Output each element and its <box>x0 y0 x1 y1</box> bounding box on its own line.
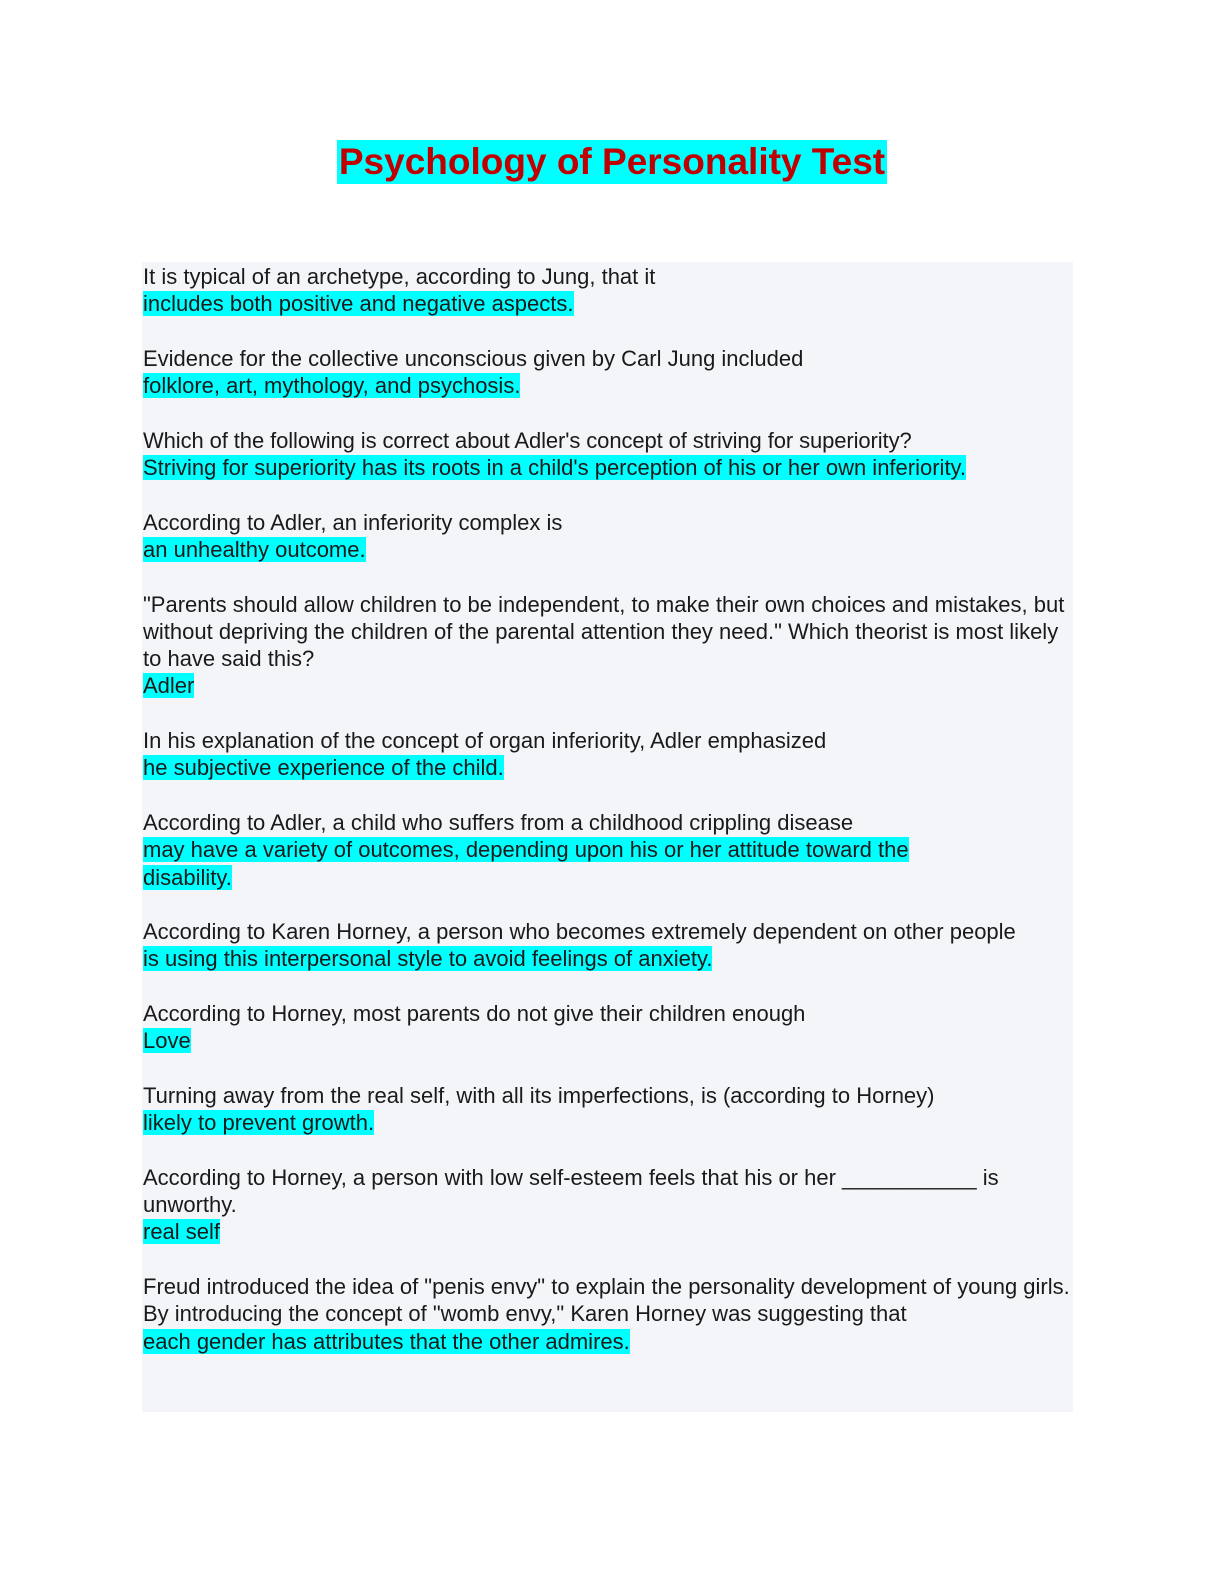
question-text: Evidence for the collective unconscious given by Carl Jung included <box>143 345 804 371</box>
qa-item <box>143 1082 1073 1137</box>
qa-item <box>143 263 1073 318</box>
answer-highlight: likely to prevent growth. <box>143 1110 375 1136</box>
question-text: According to Horney, most parents do not give their children enough <box>143 1001 806 1027</box>
qa-item <box>143 1273 1073 1355</box>
question-text: Which of the following is correct about Adler's concept of striving for superiority? <box>143 427 912 453</box>
question-text: Turning away from the real self, with all its imperfections, is (according to Horney) <box>143 1082 935 1108</box>
qa-item <box>143 591 1073 700</box>
answer-highlight: Striving for superiority has its roots in a child's perception of his or her own inferiority. <box>143 455 967 481</box>
answer-highlight: real self <box>143 1219 221 1245</box>
answer-highlight: each gender has attributes that the other admires. <box>143 1328 630 1354</box>
question-text: It is typical of an archetype, according to Jung, that it <box>143 264 656 289</box>
answer-highlight: he subjective experience of the child. <box>143 755 504 781</box>
question-text: "Parents should allow children to be independent, to make their own choices and mistakes, but without depriving the children of the parental attention they need." Which theorist is most likely to have said this? <box>143 591 1065 672</box>
qa-list <box>143 263 1073 1382</box>
answer-highlight: Adler <box>143 673 195 699</box>
question-text: According to Horney, a person with low self-esteem feels that his or her ___________ is unworthy. <box>143 1164 999 1218</box>
answer-highlight: Love <box>143 1028 191 1054</box>
title-container <box>0 140 1224 184</box>
answer-highlight: may have a variety of outcomes, depending upon his or her attitude toward the disability. <box>143 837 909 890</box>
page-title: Psychology of Personality Test <box>338 141 886 182</box>
qa-item <box>143 1164 1073 1246</box>
answer-highlight: an unhealthy outcome. <box>143 536 366 562</box>
qa-item <box>143 1000 1073 1055</box>
answer-highlight: folklore, art, mythology, and psychosis. <box>143 373 521 399</box>
question-text: According to Adler, a child who suffers from a childhood crippling disease <box>143 809 854 835</box>
question-text: Freud introduced the idea of "penis envy" to explain the personality development of young girls. By introducing the concept of "womb envy," Karen Horney was suggesting that <box>143 1273 1070 1327</box>
qa-item <box>143 918 1073 973</box>
qa-item <box>143 727 1073 782</box>
qa-item <box>143 509 1073 564</box>
question-text: According to Karen Horney, a person who becomes extremely dependent on other people <box>143 919 1016 945</box>
qa-item <box>143 809 973 891</box>
answer-highlight: is using this interpersonal style to avoid feelings of anxiety. <box>143 946 713 972</box>
question-text: In his explanation of the concept of organ inferiority, Adler emphasized <box>143 728 827 754</box>
answer-highlight: includes both positive and negative aspects. <box>143 291 574 317</box>
qa-item <box>143 345 1073 400</box>
question-text: According to Adler, an inferiority complex is <box>143 509 563 535</box>
qa-item <box>143 427 1073 482</box>
